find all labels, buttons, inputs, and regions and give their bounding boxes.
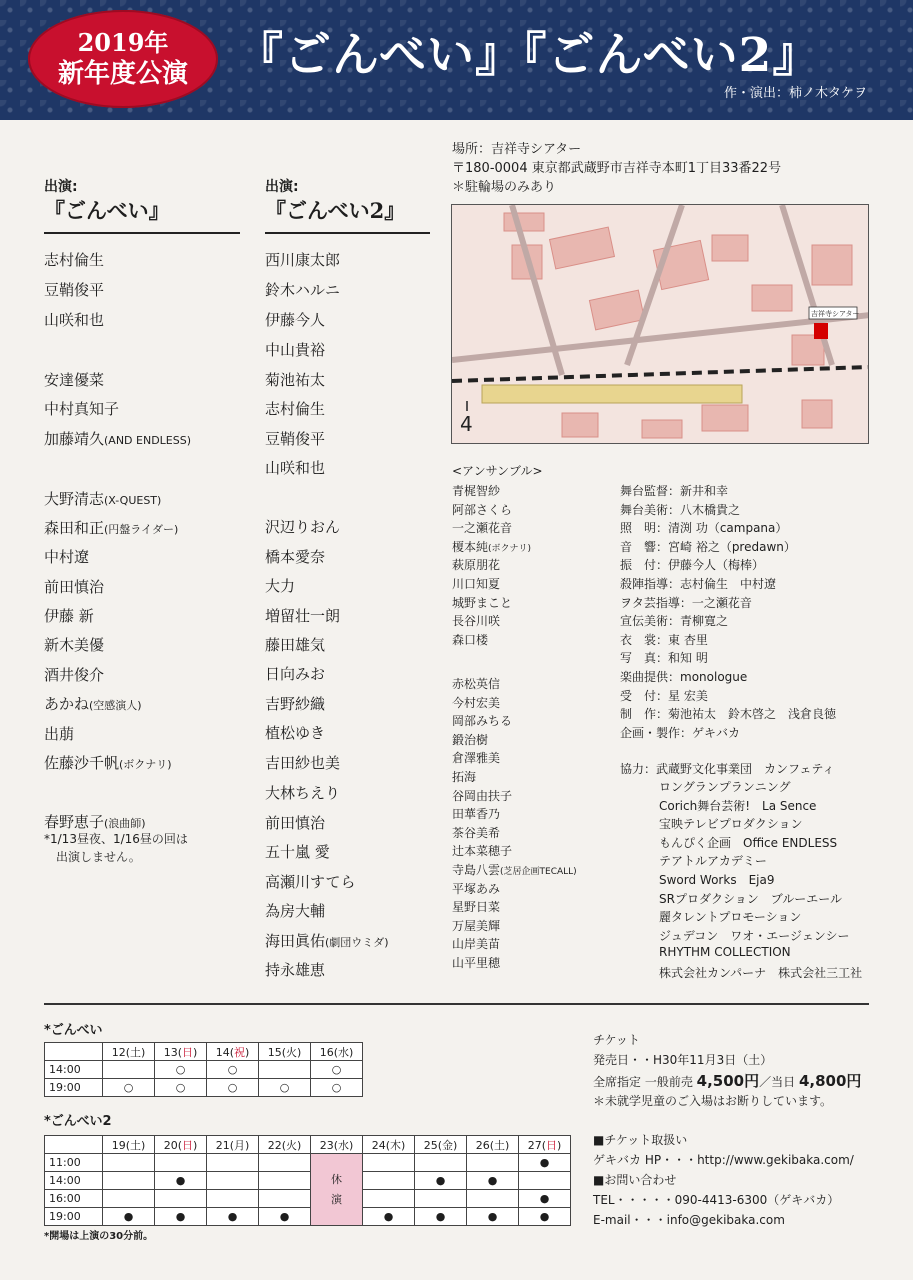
cast-member: [265, 249, 340, 270]
cast-member: [44, 279, 104, 300]
schedule-time: 19:00: [45, 1079, 103, 1097]
schedule-slot: ●: [519, 1208, 571, 1226]
schedule-day-header: 12(土): [103, 1043, 155, 1061]
schedule-slot: [259, 1190, 311, 1208]
schedule-slot: [103, 1061, 155, 1079]
cast-member: [265, 339, 325, 360]
schedule-slot: [415, 1154, 467, 1172]
support-label: 協力：武蔵野文化事業団 カンフェティ: [620, 762, 835, 776]
cast-member: [44, 752, 172, 773]
cast-member-affiliation: (AND ENDLESS): [104, 434, 192, 447]
cast-member: [44, 249, 104, 270]
ensemble-member-name: 倉澤雅美: [452, 751, 501, 766]
support-company: ロングランプランニング: [659, 780, 791, 794]
schedule2-table: [44, 1135, 571, 1226]
cast-member: [265, 605, 340, 626]
cast-member-name: 山咲和也: [44, 311, 105, 329]
cast-member-name: 前田慎治: [44, 578, 105, 596]
schedule-weekday: 木: [390, 1138, 401, 1152]
schedule-slot: [363, 1190, 415, 1208]
cast-member: [265, 871, 355, 892]
cast-member: [44, 576, 104, 597]
ensemble-member-name: 拓海: [452, 770, 477, 784]
cast-member-name: 吉野紗織: [265, 695, 326, 713]
schedule-slot: ●: [467, 1208, 519, 1226]
schedule1-label: *ごんべい: [44, 1023, 103, 1038]
ensemble-member: [452, 768, 476, 785]
cast2-rule: [265, 232, 430, 234]
cast-member: [44, 369, 104, 390]
schedule2-label: *ごんべい2: [44, 1114, 112, 1129]
cast-member-name: 酒井俊介: [44, 666, 105, 684]
schedule-weekday: 火: [286, 1045, 297, 1059]
cast-member-name: 伊藤今人: [265, 311, 326, 329]
ticket-handling-link[interactable]: ゲキバカ HP・・・http://www.gekibaka.com/: [593, 1153, 854, 1167]
schedule-day-header: 26(土): [467, 1136, 519, 1154]
cast-member-name: 豆鞘俊平: [44, 281, 105, 299]
staff-credit: 衣 裳：東 杏里: [620, 632, 708, 647]
cast-member: [265, 575, 295, 596]
staff-credit: 企画・製作：ゲキバカ: [620, 725, 741, 740]
cast1-title: 『ごんべい』: [44, 198, 170, 223]
cast-member: [44, 428, 191, 449]
cast-member-name: 海田眞佑: [265, 932, 326, 950]
cast-member-name: 橋本愛奈: [265, 548, 326, 566]
cast-member-name: 吉田紗也美: [265, 754, 341, 772]
ensemble-member: [452, 482, 500, 499]
ensemble-member-name: 谷岡由扶子: [452, 788, 513, 803]
cast-member: [44, 811, 146, 832]
schedule-weekday: 土: [130, 1045, 141, 1059]
cast-member-name: 日向みお: [265, 665, 326, 683]
schedule-weekday: 金: [442, 1138, 453, 1152]
schedule-slot: [207, 1172, 259, 1190]
schedule-slot: [207, 1190, 259, 1208]
cast-member: [265, 516, 340, 537]
page-title: 『ごんべい』『ごんべい2』: [236, 28, 821, 83]
cast1-footnote: [44, 830, 188, 866]
cast-member-name: 新木美優: [44, 636, 105, 654]
ensemble-member: [452, 787, 512, 804]
ensemble-member: [452, 861, 577, 878]
event-badge: [28, 10, 218, 108]
staff-credit: ヲタ芸指導：一之瀬花音: [620, 595, 752, 610]
ensemble-member-name: 寺島八雲: [452, 863, 501, 877]
schedule-slot: ○: [103, 1079, 155, 1097]
schedule-slot: ●: [207, 1208, 259, 1226]
staff-credit: 写 真：和知 明: [620, 651, 708, 666]
schedule-weekday: 日: [546, 1138, 557, 1152]
ensemble-member: [452, 824, 500, 841]
ensemble-member-name: 星野日菜: [452, 900, 501, 915]
ensemble-member-name: 田華香乃: [452, 807, 501, 822]
cast-member: [265, 841, 330, 862]
cast-member-name: 高瀬川すてら: [265, 873, 356, 891]
schedule-slot: [259, 1061, 311, 1079]
cast-member-name: 伊藤 新: [44, 607, 94, 625]
support-company: RHYTHM COLLECTION: [659, 945, 791, 960]
schedule-slot: ○: [311, 1061, 363, 1079]
schedule-slot: [363, 1154, 415, 1172]
ensemble-member-name: 鍛治樹: [452, 732, 489, 747]
cast1-heading: 出演:: [44, 179, 78, 195]
venue-name: 場所：吉祥寺シアター: [452, 142, 582, 157]
ensemble-member: [452, 954, 500, 971]
staff-credit: 宣伝美術：青柳寛之: [620, 614, 729, 629]
ensemble-member-name: 阿部さくら: [452, 502, 513, 517]
cast-member-affiliation: (円盤ライダー): [104, 523, 179, 536]
schedule-day-header: 23(水): [311, 1136, 363, 1154]
schedule-slot: [103, 1172, 155, 1190]
cast-member-name: 為房大輔: [265, 902, 326, 920]
contact-tel: TEL・・・・・090-4413-6300（ゲキバカ）: [593, 1193, 840, 1207]
schedule-day-header: 27(日): [519, 1136, 571, 1154]
ticket-price-door: 4,800円: [798, 1072, 862, 1090]
schedule-day-header: 16(水): [311, 1043, 363, 1061]
schedule-day-header: 19(土): [103, 1136, 155, 1154]
schedule-slot: ●: [103, 1208, 155, 1226]
cast-member-name: 大林ちえり: [265, 784, 341, 802]
schedule-time: 14:00: [45, 1061, 103, 1079]
cast-member-name: 鈴木ハルニ: [265, 281, 341, 299]
cast-member-name: 持永雄恵: [265, 961, 326, 979]
ensemble-member-name: 萩原朋花: [452, 558, 501, 573]
cast-member: [265, 959, 325, 980]
ensemble-member-name: 城野まこと: [452, 595, 513, 610]
support-company: 宝映テレビプロダクション: [659, 817, 803, 832]
cast-member-name: 中村遼: [44, 548, 90, 566]
schedule-slot: [155, 1154, 207, 1172]
ticket-heading: チケット: [593, 1033, 640, 1047]
cast-member: [265, 634, 325, 655]
staff-credit: 振 付：伊藤今人（梅棒）: [620, 558, 765, 573]
ensemble-member: [452, 749, 500, 766]
schedule-day-header: 21(月): [207, 1136, 259, 1154]
ensemble-member-name: 榎本純: [452, 539, 489, 554]
schedule-slot: [519, 1172, 571, 1190]
staff-credit: 制 作：菊池祐太 鈴木啓之 浅倉良徳: [620, 707, 837, 722]
contact-heading: ■お問い合わせ: [593, 1173, 677, 1187]
cast2-heading: 出演:: [265, 179, 299, 195]
schedule-day-header: 14(祝): [207, 1043, 259, 1061]
schedule-weekday: 日: [182, 1045, 193, 1059]
ensemble-member: [452, 917, 500, 934]
ensemble-member-name: 長谷川咲: [452, 614, 501, 629]
ensemble-member-name: 平塚あみ: [452, 881, 501, 896]
cast-member: [265, 546, 325, 567]
ensemble-member: [452, 538, 531, 555]
cast-member: [265, 369, 325, 390]
ticket-sale-date: 発売日・・H30年11月3日（土）: [593, 1053, 773, 1067]
cast-member: [44, 693, 142, 714]
ensemble-member: [452, 880, 500, 897]
schedule-day-header: 25(金): [415, 1136, 467, 1154]
section-divider: [44, 1003, 869, 1005]
ticket-price-sep: ／当日: [759, 1075, 796, 1089]
schedule-weekday: 土: [494, 1138, 505, 1152]
staff-credit: 舞台監督：新井和幸: [620, 484, 729, 498]
support-company: ジュデコン ワオ・エージェンシー: [659, 928, 850, 943]
cast-member: [44, 664, 104, 685]
schedule-slot: ●: [155, 1172, 207, 1190]
schedule-time: 19:00: [45, 1208, 103, 1226]
schedule-weekday: 日: [182, 1138, 193, 1152]
cast-member: [44, 546, 89, 567]
venue-info: [452, 140, 781, 197]
schedule-day-header: 24(木): [363, 1136, 415, 1154]
staff-credit: 楽曲提供：monologue: [620, 670, 748, 684]
schedule-day-header: 15(火): [259, 1043, 311, 1061]
schedule-slot: ○: [207, 1061, 259, 1079]
ticket-price-label: 全席指定 一般前売: [593, 1075, 693, 1089]
ensemble-member: [452, 898, 500, 915]
schedule-slot: [363, 1172, 415, 1190]
cast-member: [44, 309, 104, 330]
support-company: 麗タレントプロモーション: [659, 910, 802, 925]
cast-member-name: 中村真知子: [44, 400, 120, 418]
schedule-slot: [467, 1154, 519, 1172]
ensemble-member-name: 森口楼: [452, 632, 489, 647]
schedule-corner: [45, 1043, 103, 1061]
schedule-slot: ●: [415, 1208, 467, 1226]
schedule-day-header: 22(火): [259, 1136, 311, 1154]
cast-member: [265, 309, 325, 330]
cast-member-name: 植松ゆき: [265, 724, 326, 742]
ensemble-member-name: 山平里穂: [452, 956, 501, 970]
cast-member: [44, 723, 74, 744]
badge-label: 新年度公演: [57, 59, 188, 89]
ensemble-member-affiliation: (芝居企画TECALL): [500, 867, 577, 877]
schedule-slot: [259, 1172, 311, 1190]
cast1-footnote-line2: 出演しません。: [56, 850, 141, 864]
cast-member: [265, 663, 325, 684]
cast-member: [44, 634, 104, 655]
cast1-rule: [44, 232, 240, 234]
ensemble-member: [452, 935, 500, 952]
svg-text:4: 4: [460, 412, 473, 436]
schedule1-table: [44, 1042, 363, 1097]
cast-member-name: 中山貴裕: [265, 341, 326, 359]
schedule-weekday: 土: [130, 1138, 141, 1152]
schedule-weekday: 月: [234, 1138, 245, 1152]
ensemble-member: [452, 575, 500, 592]
support-company: SRプロダクション ブルーエール: [659, 891, 842, 906]
cast-member-affiliation: (X-QUEST): [104, 494, 162, 507]
staff-credit: 殺陣指導：志村倫生 中村遼: [620, 577, 777, 591]
cast-member: [265, 722, 325, 743]
schedule-slot: [259, 1154, 311, 1172]
cast-member-name: 大力: [265, 577, 296, 595]
cast-member-name: 西川康太郎: [265, 251, 341, 269]
ensemble-member: [452, 556, 500, 573]
schedule-corner: [45, 1136, 103, 1154]
ensemble-member-name: 青梶智紗: [452, 484, 501, 498]
support-company: テアトルアカデミー: [659, 854, 767, 869]
ticket-notice: ＊未就学児童のご入場はお断りしています。: [593, 1094, 833, 1108]
cast-member: [265, 693, 325, 714]
director-credit: 作・演出：柿ノ木タケヲ: [723, 86, 867, 101]
cast-member-name: 藤田雄気: [265, 636, 326, 654]
cast-member: [265, 457, 325, 478]
ticket-price-advance: 4,500円: [696, 1072, 760, 1090]
cast2-title: 『ごんべい2』: [265, 198, 406, 223]
ensemble-member: [452, 631, 488, 648]
schedule-slot: ●: [155, 1208, 207, 1226]
staff-credit: 照 明：清渕 功（campana）: [620, 521, 788, 536]
cast-member-name: 前田慎治: [265, 814, 326, 832]
ensemble-member-name: 今村宏美: [452, 695, 501, 710]
schedule-slot: ●: [415, 1172, 467, 1190]
ensemble-member: [452, 731, 488, 748]
cast-member-name: 出萠: [44, 725, 75, 743]
cast-member: [44, 488, 161, 509]
schedule-slot: ○: [155, 1061, 207, 1079]
cast-member-name: 菊池祐太: [265, 371, 326, 389]
cast-member: [265, 752, 340, 773]
badge-year: 2019年: [77, 28, 169, 57]
cast-member-name: 沢辺りおん: [265, 518, 341, 536]
cast-member-name: 春野恵子: [44, 813, 105, 831]
cast-member: [265, 782, 340, 803]
support-company: Corich舞台芸術! La Sence: [659, 798, 817, 813]
cast-member-name: 志村倫生: [265, 400, 326, 418]
ensemble-member: [452, 594, 512, 611]
schedule-slot: ○: [207, 1079, 259, 1097]
ensemble-member-name: 赤松英信: [452, 677, 501, 691]
cast-member-affiliation: (ボクナリ): [119, 758, 172, 771]
cast-member: [265, 428, 325, 449]
staff-credit: 舞台美術：八木橋貴之: [620, 502, 741, 517]
ensemble-member-name: 辻本菜穂子: [452, 844, 513, 859]
schedule-day-header: 13(日): [155, 1043, 207, 1061]
schedule-slot: ○: [259, 1079, 311, 1097]
cast-member-name: 大野清志: [44, 490, 105, 508]
venue-parking-note: ＊駐輪場のみあり: [452, 180, 557, 195]
schedule-weekday: 祝: [234, 1045, 245, 1059]
ticket-price: [593, 1070, 861, 1091]
ensemble-heading: <アンサンブル>: [452, 464, 543, 478]
cast-member-name: 佐藤沙千帆: [44, 754, 120, 772]
cast-member: [265, 930, 389, 951]
support-company: 株式会社カンパーナ 株式会社三工社: [659, 966, 863, 980]
ensemble-member: [452, 501, 512, 518]
cast-member: [265, 398, 325, 419]
cast-member: [44, 517, 178, 538]
schedule-slot: [103, 1154, 155, 1172]
cast-member-name: 志村倫生: [44, 251, 105, 269]
ensemble-member: [452, 712, 512, 729]
cast-member-affiliation: (劇団ウミダ): [325, 936, 389, 949]
cast2-header: [265, 178, 430, 234]
schedule-slot: ●: [519, 1154, 571, 1172]
cast-member: [265, 900, 325, 921]
cast-member: [44, 605, 94, 626]
schedule-slot: [467, 1190, 519, 1208]
cast-member-name: 増留壮一朗: [265, 607, 341, 625]
staff-credit: 音 響：宮崎 裕之（predawn）: [620, 539, 796, 554]
schedule-weekday: 火: [286, 1138, 297, 1152]
schedule-slot: ●: [467, 1172, 519, 1190]
schedule-slot: ○: [155, 1079, 207, 1097]
contact-email[interactable]: E-mail・・・info@gekibaka.com: [593, 1213, 785, 1227]
ensemble-member-name: 川口知夏: [452, 577, 501, 591]
cast1-header: [44, 178, 240, 234]
ensemble-member: [452, 675, 500, 692]
ensemble-member-name: 万屋美輝: [452, 918, 501, 933]
ticket-handling-heading: ■チケット取扱い: [593, 1133, 688, 1147]
cast-member-name: 豆鞘俊平: [265, 430, 326, 448]
schedule-slot: ●: [259, 1208, 311, 1226]
ensemble-member-name: 岡部みちる: [452, 714, 513, 729]
schedule-slot: ○: [311, 1079, 363, 1097]
schedule-weekday: 水: [338, 1138, 349, 1152]
ensemble-member-name: 一之瀬花音: [452, 521, 513, 536]
venue-address: 〒180-0004 東京都武蔵野市吉祥寺本町1丁目33番22号: [452, 161, 782, 176]
cast-member-name: あかね: [44, 695, 90, 713]
support-company: もんぴく企画 Office ENDLESS: [659, 835, 838, 850]
ensemble-member: [452, 612, 500, 629]
schedule-slot: ●: [519, 1190, 571, 1208]
ensemble-member-affiliation: (ボクナリ): [488, 543, 532, 554]
schedule-slot: ●: [363, 1208, 415, 1226]
schedule-slot: [103, 1190, 155, 1208]
ensemble-member: [452, 805, 500, 822]
cast-member: [265, 279, 340, 300]
schedule-time: 14:00: [45, 1172, 103, 1190]
ensemble-member: [452, 842, 512, 859]
map-venue-label: 吉祥寺シアター: [811, 310, 860, 318]
cast-member-affiliation: (浪曲師): [104, 817, 146, 830]
ensemble-member-name: 山岸美苗: [452, 937, 501, 952]
cast-member-name: 山咲和也: [265, 459, 326, 477]
cast1-footnote-line1: *1/13昼夜、1/16昼の回は: [44, 832, 188, 846]
schedule-slot: [207, 1154, 259, 1172]
schedule2-footnote: *開場は上演の30分前。: [44, 1231, 154, 1242]
cast-member: [44, 398, 119, 419]
schedule-day-header: 20(日): [155, 1136, 207, 1154]
schedule-slot: [155, 1190, 207, 1208]
ensemble-member-name: 茶谷美希: [452, 825, 501, 840]
schedule-weekday: 水: [338, 1045, 349, 1059]
schedule-slot: [415, 1190, 467, 1208]
schedule-time: 11:00: [45, 1154, 103, 1172]
map-graphic: [452, 205, 869, 444]
cast-member-name: 安達優菜: [44, 371, 105, 389]
ensemble-member: [452, 694, 500, 711]
cast-member-affiliation: (空感演人): [89, 699, 142, 712]
venue-map: [451, 204, 869, 444]
schedule-rest-day: 休 演: [311, 1154, 363, 1226]
cast-member-name: 森田和正: [44, 519, 105, 537]
cast-member-name: 加藤靖久: [44, 430, 105, 448]
staff-credit: 受 付：星 宏美: [620, 688, 708, 703]
schedule-time: 16:00: [45, 1190, 103, 1208]
support-company: Sword Works Eja9: [659, 873, 775, 887]
cast-member: [265, 812, 325, 833]
ensemble-member: [452, 519, 512, 536]
cast-member-name: 五十嵐 愛: [265, 843, 330, 861]
